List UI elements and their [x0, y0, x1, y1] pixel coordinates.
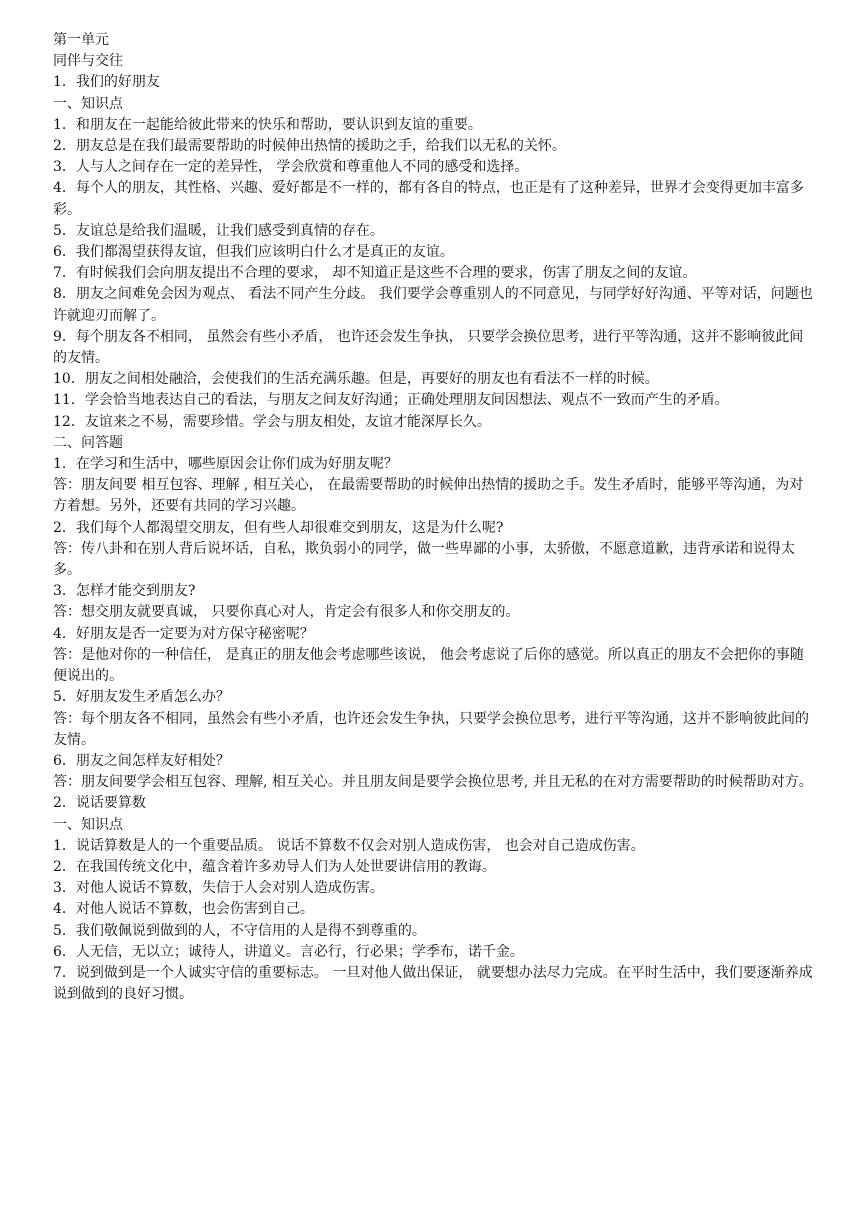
- text-line: 一、知识点: [53, 95, 123, 112]
- text-line: 6．我们都渴望获得友谊，但我们应该明白什么才是真正的友谊。: [53, 244, 454, 261]
- text-line: 1．和朋友在一起能给彼此带来的快乐和帮助，要认识到友谊的重要。: [53, 116, 482, 133]
- text-line: 5．友谊总是给我们温暖，让我们感受到真情的存在。: [53, 222, 384, 239]
- text-line: 2．我们每个人都渴望交朋友，但有些人却很难交到朋友，这是为什么呢?: [53, 519, 504, 536]
- text-line: 3．人与人之间存在一定的差异性， 学会欣赏和尊重他人不同的感受和选择。: [53, 159, 529, 176]
- text-line: 7．说到做到是一个人诚实守信的重要标志。 一旦对他人做出保证， 就要想办法尽力完成。在平时生活中，我们要逐渐养成说到做到的良好习惯。: [53, 964, 813, 1003]
- text-line: 11．学会恰当地表达自己的看法，与朋友之间友好沟通；正确处理朋友间因想法、观点不一致而产生的矛盾。: [53, 392, 729, 409]
- text-line: 4．好朋友是否一定要为对方保守秘密呢？: [53, 625, 314, 642]
- document-body: [53, 30, 815, 1005]
- document-page: [53, 30, 815, 1005]
- text-line: 8．朋友之间难免会因为观点、 看法不同产生分歧。 我们要学会尊重别人的不同意见，与同学好好沟通、平等对话，问题也许就迎刃而解了。: [53, 286, 813, 324]
- text-line: 答：传八卦和在别人背后说坏话，自私，欺负弱小的同学，做一些卑鄙的小事，太骄傲，不愿意道歉，违背承诺和说得太多。: [53, 540, 795, 579]
- text-line: 6．朋友之间怎样友好相处？: [53, 752, 230, 769]
- text-line: 答：朋友间要学会相互包容、理解, 相互关心。并且朋友间是要学会换位思考, 并且无私的在对方需要帮助的时候帮助对方。2．说话要算数: [53, 774, 813, 812]
- text-line: 答：是他对你的一种信任， 是真正的朋友他会考虑哪些该说， 他会考虑说了后你的感觉。所以真正的朋友不会把你的事随便说出的。: [53, 646, 804, 685]
- text-line: 1．说话算数是人的一个重要品质。 说话不算数不仅会对别人造成伤害， 也会对自己造成伤害。: [53, 837, 645, 854]
- text-line: 10．朋友之间相处融洽，会使我们的生活充满乐趣。但是，再要好的朋友也有看法不一样的时候。: [53, 371, 659, 388]
- text-line: 6．人无信，无以立；诚待人，讲道义。言必行，行必果；学季布，诺千金。: [53, 943, 524, 960]
- text-line: 3．对他人说话不算数，失信于人会对别人造成伤害。: [53, 880, 384, 897]
- text-line: 4．对他人说话不算数，也会伤害到自己。: [53, 901, 314, 918]
- text-line: 答：每个朋友各不相同，虽然会有些小矛盾，也许还会发生争执，只要学会换位思考，进行平等沟通，这并不影响彼此间的友情。: [53, 710, 809, 748]
- text-line: 9．每个朋友各不相同， 虽然会有些小矛盾， 也许还会发生争执， 只要学会换位思考，进行平等沟通，这并不影响彼此间的友情。: [53, 328, 804, 367]
- text-line: 答：朋友间要 相互包容、理解 , 相互关心， 在最需要帮助的时候伸出热情的援助之手。发生矛盾时，能够平等沟通，为对方着想。另外，还要有共同的学习兴趣。: [53, 477, 804, 515]
- text-line: 5．我们敬佩说到做到的人，不守信用的人是得不到尊重的。: [53, 922, 426, 939]
- text-line: 4．每个人的朋友，其性格、兴趣、爱好都是不一样的，都有各自的特点，也正是有了这种差异，世界才会变得更加丰富多彩。: [53, 180, 804, 218]
- text-line: 5．好朋友发生矛盾怎么办？: [53, 689, 230, 706]
- text-line: 答：想交朋友就要真诚， 只要你真心对人，肯定会有很多人和你交朋友的。: [53, 604, 520, 621]
- text-line: 12．友谊来之不易，需要珍惜。学会与朋友相处，友谊才能深厚长久。: [53, 413, 491, 430]
- text-line: 一、知识点: [53, 816, 123, 833]
- text-line: 3．怎样才能交到朋友?: [53, 583, 196, 600]
- text-line: 1．我们的好朋友: [53, 74, 160, 91]
- text-line: 第一单元: [53, 32, 109, 48]
- text-line: 二、问答题: [53, 434, 123, 451]
- text-line: 7．有时候我们会向朋友提出不合理的要求， 却不知道正是这些不合理的要求，伤害了朋友之间的友谊。: [53, 265, 697, 282]
- text-line: 2．在我国传统文化中，蕴含着许多劝导人们为人处世要讲信用的教诲。: [53, 858, 496, 875]
- text-line: 2．朋友总是在我们最需要帮助的时候伸出热情的援助之手，给我们以无私的关怀。: [53, 138, 566, 155]
- text-line: 同伴与交往: [53, 53, 123, 70]
- text-line: 1．在学习和生活中，哪些原因会让你们成为好朋友呢？: [53, 456, 398, 473]
